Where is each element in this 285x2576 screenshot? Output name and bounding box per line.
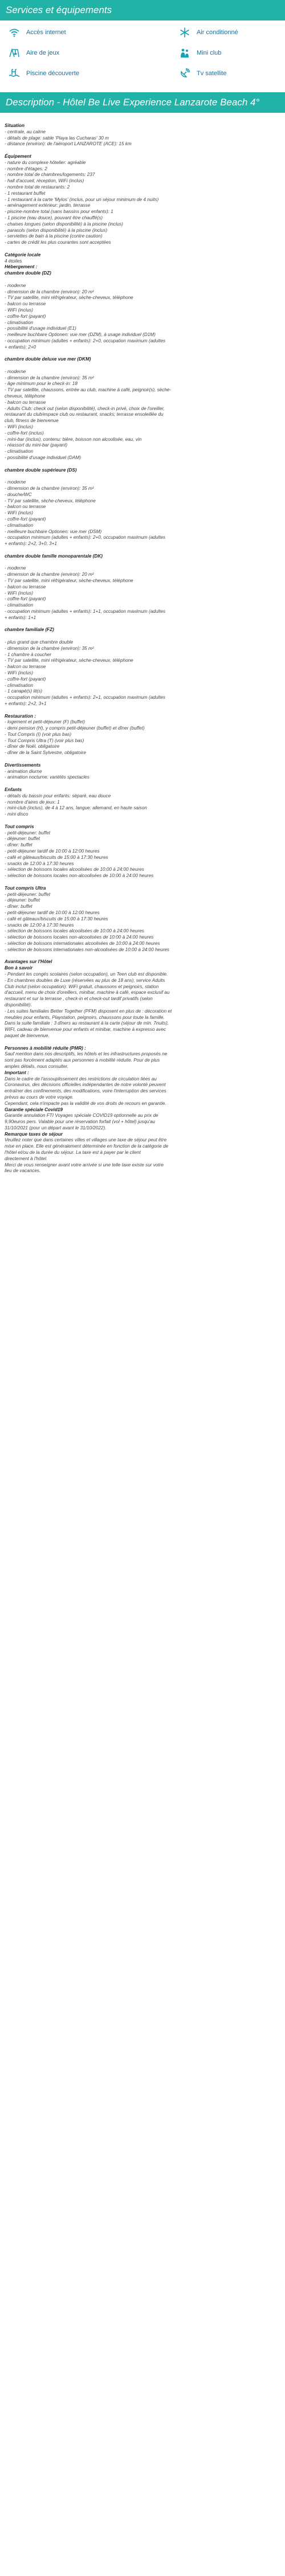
description-line: - coffre-fort (payant) bbox=[5, 517, 46, 522]
description-line: - sélection de boissons locales alcoolisées de 10:00 à 24:00 heures bbox=[5, 928, 144, 934]
amenity-air-conditioning bbox=[145, 26, 277, 39]
description-line: disponibilité). bbox=[5, 1002, 32, 1008]
description-line bbox=[5, 277, 280, 283]
description-line: - balcon ou terrasse bbox=[5, 664, 46, 670]
description-line: - petit-déjeuner: buffet bbox=[5, 891, 51, 897]
description-line: - balcon ou terrasse bbox=[5, 584, 46, 589]
description-line: - logement et petit-déjeuner (F) (buffet) bbox=[5, 719, 85, 725]
section-heading: chambre double famille monoparentale (DK) bbox=[5, 553, 103, 559]
amenity-label: Mini club bbox=[197, 50, 222, 56]
description-line bbox=[5, 473, 280, 480]
section-heading: chambre double (DZ) bbox=[5, 271, 51, 276]
description-line: - 1 restaurant à la carte 'Mylos' (inclus, pour un séjour minimum de 4 nuits) bbox=[5, 196, 159, 202]
amenity-label: Tv satellite bbox=[197, 70, 227, 77]
section-heading: chambre double supérieure (DS) bbox=[5, 467, 77, 473]
description-line: Coronavirus, des décisions officielles indépendantes de notre volonté peuvent bbox=[5, 1082, 166, 1088]
description-line: - TV par satellite, mini réfrigérateur, sèche-cheveux, téléphone bbox=[5, 578, 133, 583]
description-line bbox=[5, 560, 280, 566]
description-line: - coffre-fort (inclus) bbox=[5, 430, 44, 436]
description-line: - âge minimum pour le check-in: 18 bbox=[5, 381, 78, 387]
wifi-icon bbox=[8, 27, 21, 38]
playground-icon bbox=[8, 48, 21, 58]
description-line: directement à l'hôtel. bbox=[5, 1156, 48, 1161]
description-line: - chaises longues (selon disponibilité) à la piscine (inclus) bbox=[5, 221, 123, 227]
description-line: - balcon ou terrasse bbox=[5, 504, 46, 510]
description-line: - café et gâteaux/biscuits de 15:00 à 17:30 heures bbox=[5, 854, 108, 860]
description-line: - sélection de boissons locales non-alcoolisées de 10:00 à 24:00 heures bbox=[5, 873, 154, 879]
description-line: - sélection de boissons locales alcoolisées de 10:00 à 24:00 heures bbox=[5, 867, 144, 873]
description-line: - meilleure buchbare Optionen: vue mer (DZM), à usage individuel (D1M) bbox=[5, 332, 156, 338]
section-heading: Équipement bbox=[5, 153, 31, 159]
section-heading: Restauration : bbox=[5, 713, 36, 719]
description-line: - sélection de boissons internationales non-alcoolisées de 10:00 à 24:00 heures bbox=[5, 947, 170, 952]
description-line: - distance (environ): de l'aéroport LANZAROTE (ACE): 15 km bbox=[5, 141, 132, 147]
description-line: - 1 restaurant buffet bbox=[5, 190, 46, 196]
description-line: - occupation minimum (adultes + enfants): 1+1, occupation maximum (adultes bbox=[5, 608, 166, 614]
description-line bbox=[5, 633, 280, 640]
description-line: - balcon ou terrasse bbox=[5, 399, 46, 405]
description-line: + enfants): 1+1 bbox=[5, 615, 36, 620]
description-line: - sélection de boissons locales non-alcoolisées de 10:00 à 24:00 heures bbox=[5, 935, 154, 940]
description-line: Veuillez noter que dans certaines villes et villages une taxe de séjour peut être bbox=[5, 1137, 167, 1143]
amenity-satellite-tv bbox=[145, 67, 277, 80]
description-line: l'hôtel et/ou de la durée du séjour. La taxe est à payer par le client bbox=[5, 1150, 141, 1156]
description-line: - cartes de crédit les plus courantes sont acceptées bbox=[5, 240, 111, 245]
description-line bbox=[5, 148, 280, 154]
description-line: + enfants): 2+0 bbox=[5, 344, 36, 350]
description-line: - nombre d'aires de jeux: 1 bbox=[5, 799, 60, 805]
description-line: restaurant et sur la terrasse , check-in et check-out tardif privatifs (selon bbox=[5, 996, 153, 1002]
description-line: - centrale, au calme bbox=[5, 129, 46, 134]
description-line: - occupation minimum (adultes + enfants): 2+1, occupation maximum (adultes bbox=[5, 695, 166, 701]
description-line: - hall d'accueil, réception, WiFi (inclus) bbox=[5, 178, 84, 184]
description-line: - 1 piscine (eau douce), pouvant être chauffé(s) bbox=[5, 215, 103, 220]
description-line: - 1 chambre à coucher bbox=[5, 652, 51, 657]
pool-icon bbox=[8, 68, 21, 79]
description-body bbox=[0, 113, 285, 1174]
amenity-mini-club bbox=[145, 47, 277, 59]
description-line: - WiFi (inclus) bbox=[5, 670, 33, 675]
description-line bbox=[5, 461, 280, 468]
description-line: Garantie annulation FTI Voyages spéciale COVID19 optionnelle au prix de bbox=[5, 1113, 158, 1119]
amenity-playground bbox=[8, 47, 140, 59]
description-line: - moderne bbox=[5, 282, 26, 288]
description-line: cheveux, téléphone bbox=[5, 394, 46, 399]
description-line: - douche/WC bbox=[5, 492, 32, 497]
description-line: - petit-déjeuner tardif de 10:00 à 12:00 heures bbox=[5, 910, 100, 915]
description-line: - demi pension (H), y compris petit-déjeuner (buffet) et dîner (buffet) bbox=[5, 726, 145, 731]
description-line: - Adults Club: check out (selon disponibilité), check-in privé, choix de l'oreiller, bbox=[5, 406, 165, 411]
description-line: - détails de plage: sable 'Playa las Cucharas' 30 m bbox=[5, 135, 109, 141]
description-line: - WiFi (inclus) bbox=[5, 510, 33, 516]
description-line: - balcon ou terrasse bbox=[5, 301, 46, 307]
description-line bbox=[5, 621, 280, 628]
description-line: - climatisation bbox=[5, 320, 34, 325]
section-heading: Hébergement : bbox=[5, 264, 38, 270]
description-line: - plus grand que chambre double bbox=[5, 639, 74, 645]
description-header bbox=[0, 92, 285, 113]
section-heading: Situation bbox=[5, 123, 25, 128]
description-line: paquet de bienvenue. bbox=[5, 1033, 50, 1038]
description-line: - dîner de la Saint Sylvestre, obligatoire bbox=[5, 750, 86, 756]
description-line: - En chambres doubles de Luxe (réservées au plus de 18 ans), service Adults bbox=[5, 977, 165, 983]
description-line bbox=[5, 707, 280, 714]
description-line: - snacks de 12:00 à 17:30 heures bbox=[5, 861, 74, 866]
description-line: - dîner de Noël, obligatoire bbox=[5, 744, 60, 750]
description-line: + enfants): 2+2, 3+0, 3+1 bbox=[5, 541, 57, 547]
section-heading: Garantie spéciale Covid19 bbox=[5, 1107, 63, 1112]
description-line: Dans la suite familiale : 3 dîners au restaurant à la carte (séjour de min. 7nuits), bbox=[5, 1021, 169, 1026]
section-heading: Remarque taxes de séjour bbox=[5, 1131, 63, 1137]
description-line: - occupation minimum (adultes + enfants): 2+0, occupation maximum (adultes bbox=[5, 535, 166, 540]
description-line: entraîner des confinements, des modifications, voire l'interruption des services bbox=[5, 1088, 166, 1094]
description-line: - mini disco bbox=[5, 812, 28, 817]
amenity-internet bbox=[8, 26, 140, 39]
services-title: Services et équipements bbox=[6, 5, 112, 15]
description-line: - déjeuner: buffet bbox=[5, 836, 40, 842]
amenity-label: Air conditionné bbox=[197, 29, 238, 36]
description-line: - Pendant les congés scolaires (selon occupation), un Teen club est disponible. bbox=[5, 971, 168, 977]
description-line bbox=[5, 246, 280, 252]
description-line: - dîner: buffet bbox=[5, 842, 32, 848]
description-line: - aménagement extérieur: jardin, terrasse bbox=[5, 203, 91, 208]
description-line: d'accueil, menu de choix d'oreillers, minibar, machine à café, espace exclusif au bbox=[5, 990, 170, 996]
description-line: lieu de vacances. bbox=[5, 1168, 41, 1174]
section-heading: Avantages sur l'Hôtel bbox=[5, 959, 52, 965]
description-line: - WiFi (inclus) bbox=[5, 424, 33, 430]
section-heading: Personnes à mobilité réduite (PMR) : bbox=[5, 1045, 86, 1051]
description-line: - animation nocturne: variétés spectacles bbox=[5, 775, 89, 780]
section-heading: Divertissements bbox=[5, 762, 41, 768]
description-line: - TV par satellite, mini réfrigérateur, sèche-cheveux, téléphone bbox=[5, 658, 133, 664]
description-line: - détails du bassin pour enfants: séparé, eau douce bbox=[5, 793, 111, 798]
description-line: Merci de vous renseigner avant votre arrivée si une telle taxe existe sur votre bbox=[5, 1162, 164, 1168]
description-line: - dimension de la chambre (environ): 35 m² bbox=[5, 645, 94, 651]
description-line: 31/10/2021 (pour un départ avant le 31/10/2022). bbox=[5, 1125, 107, 1131]
description-line: - nature du complexe hôtelier: agréable bbox=[5, 159, 86, 165]
amenity-outdoor-pool bbox=[8, 67, 140, 80]
description-line: - petit-déjeuner tardif de 10:00 à 12:00 heures bbox=[5, 849, 100, 854]
description-line: + enfants): 2+2, 3+1 bbox=[5, 701, 47, 706]
description-line: - coffre-fort (payant) bbox=[5, 596, 46, 602]
section-heading: chambre double deluxe vue mer (DKM) bbox=[5, 357, 91, 362]
description-line: - 1 canapé(s) lit(s) bbox=[5, 689, 42, 694]
description-line: - petit-déjeuner: buffet bbox=[5, 830, 51, 836]
description-line bbox=[5, 363, 280, 369]
description-line: - animation diurne bbox=[5, 768, 42, 774]
amenity-label: Accès internet bbox=[26, 29, 66, 36]
description-line: - piscine-nombre total (sans bassins pour enfants): 1 bbox=[5, 209, 113, 215]
description-line: - moderne bbox=[5, 566, 26, 571]
description-line: - serviettes de bain à la piscine (contre caution) bbox=[5, 234, 103, 239]
amenity-label: Aire de jeux bbox=[26, 50, 60, 56]
description-title: Description - Hôtel Be Live Experience Lanzarote Beach 4° bbox=[6, 97, 260, 108]
description-line bbox=[5, 818, 280, 824]
services-header bbox=[0, 0, 285, 21]
description-line: - nombre d'étages: 2 bbox=[5, 166, 47, 171]
description-line: - climatisation bbox=[5, 603, 34, 608]
amenity-label: Piscine découverte bbox=[26, 70, 79, 77]
description-line: - possibilité d'usage individuel (DAM) bbox=[5, 455, 81, 461]
description-line: - coffre-fort (payant) bbox=[5, 313, 46, 319]
section-heading: chambre familiale (FZ) bbox=[5, 627, 54, 633]
section-heading: Catégorie locale bbox=[5, 252, 41, 257]
description-line: Club inclut (selon occupation): WiFi gratuit, chaussons et peignoirs, station bbox=[5, 984, 159, 989]
description-line: 4 étoiles bbox=[5, 258, 22, 264]
description-line: restaurant du club/espace club ou restaurant, snacks; terrasse ensoleillée du bbox=[5, 412, 164, 417]
description-line: - moderne bbox=[5, 368, 26, 374]
description-line: - réassort du mini-bar (payant) bbox=[5, 443, 68, 448]
description-line: - meilleure buchbare Optionen: vue mer (DSM) bbox=[5, 529, 102, 534]
description-line: 9,90euros pers. Valable pour une réservation forfait (vol + hôtel) jusqu'au bbox=[5, 1119, 156, 1125]
description-line: - snacks de 12:00 à 17:30 heures bbox=[5, 922, 74, 928]
description-line: - TV par satellite, chaussons, entrée au club, machine à café, peignoir(s), sèche- bbox=[5, 387, 172, 393]
description-line bbox=[5, 781, 280, 787]
description-line: - nombre total de restaurants: 2 bbox=[5, 184, 70, 190]
description-line: - dimension de la chambre (environ): 20 m² bbox=[5, 572, 94, 578]
description-line: Sauf mention dans nos descriptifs, les hôtels et les infrastructures proposés ne bbox=[5, 1051, 168, 1057]
description-line: - Tout Compris Ultra (T) (voir plus bas) bbox=[5, 738, 84, 743]
description-line: - WiFi (inclus) bbox=[5, 590, 33, 596]
description-line bbox=[5, 756, 280, 763]
section-heading: Enfants bbox=[5, 787, 22, 793]
page bbox=[0, 0, 285, 1174]
amenities-grid bbox=[0, 21, 285, 83]
description-line: WIFI, cadeau de bienvenue pour enfants et minibar, machine à expresso avec bbox=[5, 1027, 166, 1033]
description-line: - Tout Compris (I) (voir plus bas) bbox=[5, 731, 72, 737]
description-line: Cependant, cela n'impacte pas la validité de vos droits de recours en garantie. bbox=[5, 1100, 166, 1106]
section-heading: Important : bbox=[5, 1070, 29, 1075]
description-line: - mini-club (inclus), de 4 à 12 ans, langue: allemand, en haute saison bbox=[5, 805, 147, 811]
description-line: - dimension de la chambre (environ): 35 m² bbox=[5, 486, 94, 492]
description-line: prévus au cours de votre voyage. bbox=[5, 1094, 74, 1100]
description-line: Dans le cadre de l'assouplissement des restrictions de circulation liées au bbox=[5, 1076, 157, 1082]
description-line: - WiFi (inclus) bbox=[5, 307, 33, 313]
description-line: - coffre-fort (payant) bbox=[5, 676, 46, 682]
description-line: - sélection de boissons internationales alcoolisées de 10:00 à 24:00 heures bbox=[5, 940, 160, 946]
description-line: - dîner: buffet bbox=[5, 904, 32, 910]
description-line: club, fitness de bienvenue bbox=[5, 418, 59, 424]
description-line: - possibilité d'usage individuel (E1) bbox=[5, 326, 76, 331]
satellite-icon bbox=[178, 68, 191, 79]
description-line: - café et gâteaux/biscuits de 15:00 à 17:30 heures bbox=[5, 916, 108, 922]
section-heading: Bon à savoir bbox=[5, 965, 33, 971]
description-line: sont pas forcément adaptés aux personnes à mobilité réduite. Pour de plus bbox=[5, 1058, 160, 1063]
description-line: - parasols (selon disponibilité) à la piscine (inclus) bbox=[5, 227, 108, 233]
description-line: - dimension de la chambre (environ): 35 m² bbox=[5, 375, 94, 380]
description-line: amples détails, nous consulter. bbox=[5, 1063, 69, 1069]
description-line: - nombre total de chambres/logements: 237 bbox=[5, 172, 95, 178]
description-line: - climatisation bbox=[5, 682, 34, 688]
snowflake-icon bbox=[178, 27, 191, 38]
description-line bbox=[5, 1039, 280, 1046]
description-line: - moderne bbox=[5, 480, 26, 485]
section-heading: Tout compris bbox=[5, 824, 34, 829]
description-line: - climatisation bbox=[5, 449, 34, 454]
description-line: - TV par satellite, sèche-cheveux, téléphone bbox=[5, 498, 96, 503]
description-line bbox=[5, 879, 280, 886]
description-line: - mini-bar (inclus), contenu: bière, boisson non alcoolisée, eau, vin bbox=[5, 436, 142, 442]
description-line: - TV par satellite, mini réfrigérateur, sèche-cheveux, téléphone bbox=[5, 295, 133, 301]
section-heading: Tout compris Ultra bbox=[5, 885, 46, 891]
description-line: - dimension de la chambre (environ): 20 m² bbox=[5, 289, 94, 294]
description-line bbox=[5, 953, 280, 960]
description-line bbox=[5, 350, 280, 357]
description-line: - déjeuner: buffet bbox=[5, 898, 40, 903]
description-line: - occupation minimum (adultes + enfants): 2+0, occupation maximum (adultes bbox=[5, 338, 166, 343]
description-line: meubles pour enfants, Playstation, peignoirs, chaussons pour toute la famille. bbox=[5, 1014, 165, 1020]
description-line: - Les suites familiales Better Together (PFM) disposent en plus de : décoration et bbox=[5, 1008, 172, 1014]
mini-club-icon bbox=[178, 48, 191, 58]
description-line: - climatisation bbox=[5, 522, 34, 528]
description-line: mise en place. Elle est généralement déterminée en fonction de la catégorie de bbox=[5, 1144, 169, 1149]
description-line bbox=[5, 547, 280, 554]
